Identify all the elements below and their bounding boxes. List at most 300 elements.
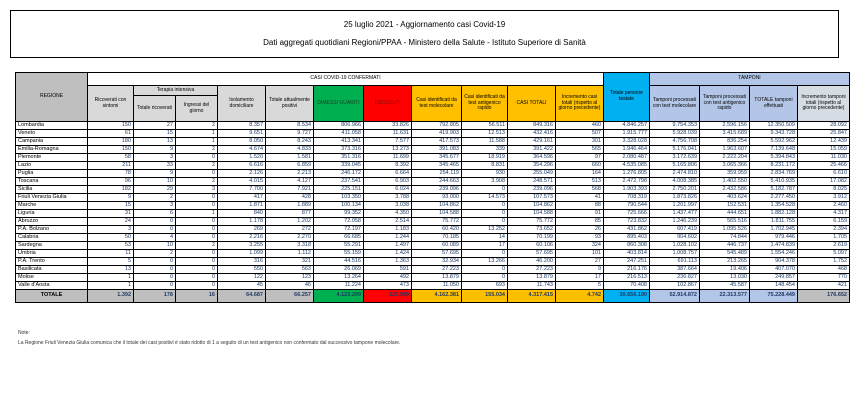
value-cell: 122	[218, 274, 266, 282]
value-cell: 27.223	[508, 266, 556, 274]
value-cell: 2.277.450	[750, 194, 798, 202]
value-cell: 1.915.777	[604, 130, 650, 138]
value-cell: 3.172.639	[650, 154, 700, 162]
region-row	[16, 122, 850, 130]
totale-tamponi-totale: 75.228.449	[750, 290, 798, 303]
value-cell: 254.119	[412, 170, 462, 178]
region-name: Valle d'Aosta	[16, 282, 88, 290]
value-cell: 1.363	[364, 258, 412, 266]
value-cell: 4.008.385	[650, 178, 700, 186]
value-cell: 9	[556, 266, 604, 274]
totale-label: TOTALE	[16, 290, 88, 303]
value-cell: 6.859	[266, 162, 314, 170]
value-cell: 568	[556, 186, 604, 194]
value-cell: 13.879	[508, 274, 556, 282]
column-header-ricoverati: Ricoverati con sintomi	[88, 86, 134, 122]
region-name: P.A. Bolzano	[16, 226, 88, 234]
value-cell: 1.705	[798, 234, 850, 242]
region-row	[16, 178, 850, 186]
value-cell: 5	[556, 282, 604, 290]
value-cell: 53	[88, 242, 134, 250]
value-cell: 0	[176, 170, 218, 178]
value-cell: 11.224	[314, 282, 364, 290]
totale-row	[16, 290, 850, 303]
column-header-casi-totali: CASI TOTALI	[508, 86, 556, 122]
value-cell: 27.223	[412, 266, 462, 274]
value-cell: 3	[176, 186, 218, 194]
value-cell: 104.862	[412, 202, 462, 210]
value-cell: 11.588	[462, 138, 508, 146]
value-cell: 148.454	[750, 282, 798, 290]
value-cell: 836.254	[700, 138, 750, 146]
value-cell: 73.652	[508, 226, 556, 234]
value-cell: 33.826	[364, 122, 412, 130]
value-cell: 15.059	[798, 146, 850, 154]
value-cell: 790.544	[604, 202, 650, 210]
value-cell: 57.695	[412, 250, 462, 258]
value-cell: 0	[462, 274, 508, 282]
value-cell: 1.008.757	[650, 250, 700, 258]
value-cell: 1.202	[266, 218, 314, 226]
totale-persone-testate: 30.656.190	[604, 290, 650, 303]
value-cell: 13	[88, 266, 134, 274]
value-cell: 72.197	[314, 226, 364, 234]
totale-ricoverati: 1.392	[88, 290, 134, 303]
table-body	[16, 122, 850, 290]
region-name: Abruzzo	[16, 218, 88, 226]
value-cell: 13	[134, 138, 176, 146]
value-cell: 27	[134, 122, 176, 130]
report-title-box	[10, 10, 839, 58]
region-name: Calabria	[16, 234, 88, 242]
footnote-label: Note:	[18, 330, 30, 336]
value-cell: 660	[556, 162, 604, 170]
value-cell: 1.474.839	[750, 242, 798, 250]
value-cell: 1	[88, 274, 134, 282]
value-cell: 107.573	[508, 194, 556, 202]
region-row	[16, 210, 850, 218]
totale-positivi: 66.257	[266, 290, 314, 303]
value-cell: 2.514	[364, 218, 412, 226]
region-name: Molise	[16, 274, 88, 282]
value-cell: 10	[134, 178, 176, 186]
value-cell: 75.772	[508, 218, 556, 226]
value-cell: 607.419	[650, 226, 700, 234]
value-cell: 9.651	[218, 130, 266, 138]
value-cell: 247.251	[604, 258, 650, 266]
value-cell: 0	[134, 266, 176, 274]
value-cell: 339.045	[314, 162, 364, 170]
value-cell: 545.489	[700, 250, 750, 258]
value-cell: 13.273	[364, 146, 412, 154]
value-cell: 1	[88, 282, 134, 290]
column-header-regione: REGIONE	[16, 73, 88, 122]
value-cell: 14	[462, 234, 508, 242]
value-cell: 4.674	[218, 146, 266, 154]
value-cell: 2.834.769	[750, 170, 798, 178]
value-cell: 0	[176, 194, 218, 202]
region-row	[16, 194, 850, 202]
value-cell: 565.516	[700, 218, 750, 226]
value-cell: 391.422	[508, 146, 556, 154]
value-cell: 12.439	[798, 138, 850, 146]
value-cell: 6.610	[798, 170, 850, 178]
value-cell: 0	[176, 234, 218, 242]
value-cell: 28.092	[798, 122, 850, 130]
value-cell: 806.966	[314, 122, 364, 130]
value-cell: 5.410.935	[750, 178, 798, 186]
value-cell: 693	[462, 282, 508, 290]
value-cell: 25.466	[798, 162, 850, 170]
value-cell: 11.743	[508, 282, 556, 290]
value-cell: 359.959	[700, 170, 750, 178]
value-cell: 2.394	[798, 226, 850, 234]
value-cell: 1.402.550	[700, 178, 750, 186]
value-cell: 3.788	[364, 194, 412, 202]
value-cell: 8.231.172	[750, 162, 798, 170]
value-cell: 1	[176, 210, 218, 218]
value-cell: 387.664	[650, 266, 700, 274]
value-cell: 563	[266, 266, 314, 274]
value-cell: 11.699	[364, 154, 412, 162]
column-header-persone-testate: Totale persone testate	[604, 73, 650, 122]
value-cell: 1.099	[218, 250, 266, 258]
region-row	[16, 202, 850, 210]
value-cell: 102.867	[650, 282, 700, 290]
region-row	[16, 138, 850, 146]
value-cell: 2	[176, 242, 218, 250]
value-cell: 11.050	[412, 282, 462, 290]
value-cell: 75.772	[412, 218, 462, 226]
value-cell: 591	[364, 266, 412, 274]
value-cell: 1.903.393	[604, 186, 650, 194]
region-row	[16, 274, 850, 282]
report-title-line2: Dati aggregati quotidiani Regioni/PPAA - Ministero della Salute - Istituto Superiore di Sanità	[263, 38, 586, 47]
value-cell: 4.833	[266, 146, 314, 154]
value-cell: 239.096	[412, 186, 462, 194]
value-cell: 31	[88, 210, 134, 218]
value-cell: 3	[134, 154, 176, 162]
column-header-dimessi-guariti: DIMESSI GUARITI	[314, 86, 364, 122]
region-row	[16, 146, 850, 154]
value-cell: 1.028.102	[650, 242, 700, 250]
region-row	[16, 234, 850, 242]
value-cell: 7.577	[364, 138, 412, 146]
value-cell: 0	[462, 266, 508, 274]
value-cell: 1.873.826	[650, 194, 700, 202]
value-cell: 61	[88, 130, 134, 138]
value-cell: 419.903	[412, 130, 462, 138]
value-cell: 45	[218, 282, 266, 290]
value-cell: 3.908	[462, 178, 508, 186]
value-cell: 8.357	[218, 122, 266, 130]
value-cell: 150	[88, 146, 134, 154]
value-cell: 4.846.257	[604, 122, 650, 130]
value-cell: 152.531	[700, 202, 750, 210]
value-cell: 1	[176, 138, 218, 146]
value-cell: 354.296	[508, 162, 556, 170]
totale-deceduti: 127.949	[364, 290, 412, 303]
value-cell: 1.520	[218, 154, 266, 162]
region-name: Sardegna	[16, 242, 88, 250]
value-cell: 26.069	[314, 266, 364, 274]
region-row	[16, 242, 850, 250]
value-cell: 3	[134, 202, 176, 210]
value-cell: 5.182.787	[750, 186, 798, 194]
value-cell: 96	[88, 178, 134, 186]
value-cell: 904.602	[650, 234, 700, 242]
value-cell: 248.571	[508, 178, 556, 186]
value-cell: 17	[462, 242, 508, 250]
value-cell: 4.535.085	[604, 162, 650, 170]
value-cell: 27	[556, 258, 604, 266]
value-cell: 9	[134, 146, 176, 154]
value-cell: 4.317	[798, 210, 850, 218]
value-cell: 2.472.798	[604, 178, 650, 186]
column-header-incremento-tamponi: Incremento tamponi totali (rispetto al giorno precedente)	[798, 86, 850, 122]
region-row	[16, 266, 850, 274]
value-cell: 97	[556, 154, 604, 162]
value-cell: 0	[462, 210, 508, 218]
value-cell: 1.112	[266, 250, 314, 258]
region-name: Emilia-Romagna	[16, 146, 88, 154]
value-cell: 13.264	[314, 274, 364, 282]
value-cell: 770	[798, 274, 850, 282]
value-cell: 324	[556, 242, 604, 250]
value-cell: 904.378	[750, 258, 798, 266]
value-cell: 25.847	[798, 130, 850, 138]
value-cell: 104.588	[508, 210, 556, 218]
value-cell: 345.465	[412, 162, 462, 170]
value-cell: 429.161	[508, 138, 556, 146]
value-cell: 6.024	[364, 186, 412, 194]
value-cell: 1.871	[218, 202, 266, 210]
value-cell: 17	[556, 274, 604, 282]
value-cell: 99.352	[314, 210, 364, 218]
column-header-ti-totale: Totale ricoverati	[134, 96, 176, 122]
value-cell: 1.244	[364, 234, 412, 242]
region-name: Piemonte	[16, 154, 88, 162]
value-cell: 9	[134, 170, 176, 178]
region-row	[16, 250, 850, 258]
value-cell: 8.831	[462, 162, 508, 170]
value-cell: 0	[134, 218, 176, 226]
value-cell: 255.049	[508, 170, 556, 178]
totale-incremento-tamponi: 176.652	[798, 290, 850, 303]
region-name: Toscana	[16, 178, 88, 186]
value-cell: 244.663	[412, 178, 462, 186]
value-cell: 1.702.945	[750, 226, 798, 234]
value-cell: 0	[462, 186, 508, 194]
region-row	[16, 186, 850, 194]
value-cell: 3.038	[364, 202, 412, 210]
value-cell: 411.058	[314, 130, 364, 138]
value-cell: 150	[88, 122, 134, 130]
region-row	[16, 162, 850, 170]
value-cell: 460	[556, 122, 604, 130]
footnote-text: La Regione Friuli Venezia Giulia comunica che il totale dei casi positivi è stato ridotto di 1 a seguito di un test antigenico non confermato dal successivo tampone molecolare.	[18, 340, 401, 346]
value-cell: 339	[462, 146, 508, 154]
value-cell: 46	[266, 282, 314, 290]
value-cell: 50	[88, 234, 134, 242]
value-cell: 4	[134, 234, 176, 242]
value-cell: 60.089	[412, 242, 462, 250]
value-cell: 5.592.962	[750, 138, 798, 146]
value-cell: 3.065.366	[700, 162, 750, 170]
value-cell: 1.811.755	[750, 218, 798, 226]
value-cell: 691.113	[650, 258, 700, 266]
value-cell: 1.246.239	[650, 218, 700, 226]
value-cell: 4.127	[266, 178, 314, 186]
totale-ti-totale: 178	[134, 290, 176, 303]
value-cell: 316	[218, 258, 266, 266]
value-cell: 2.080.487	[604, 154, 650, 162]
value-cell: 1.882.128	[750, 210, 798, 218]
value-cell: 6.616	[218, 162, 266, 170]
value-cell: 10	[134, 242, 176, 250]
value-cell: 351.316	[314, 154, 364, 162]
value-cell: 24	[88, 218, 134, 226]
value-cell: 550	[218, 266, 266, 274]
totale-casi-molecolare: 4.162.381	[412, 290, 462, 303]
column-header-ti-ingressi: Ingressi del giorno	[176, 96, 218, 122]
value-cell: 60.106	[508, 242, 556, 250]
value-cell: 58	[88, 154, 134, 162]
report-title-line1: 25 luglio 2021 - Aggiornamento casi Covid-19	[343, 20, 506, 29]
value-cell: 9	[88, 194, 134, 202]
value-cell: 32.934	[412, 258, 462, 266]
value-cell: 5	[88, 258, 134, 266]
value-cell: 364.596	[508, 154, 556, 162]
footnote	[18, 330, 828, 346]
value-cell: 237.541	[314, 178, 364, 186]
value-cell: 417	[218, 194, 266, 202]
value-cell: 239.096	[508, 186, 556, 194]
value-cell: 1.178	[218, 218, 266, 226]
value-cell: 417.573	[412, 138, 462, 146]
value-cell: 513	[556, 178, 604, 186]
value-cell: 301	[556, 138, 604, 146]
region-name: Campania	[16, 138, 88, 146]
value-cell: 473	[364, 282, 412, 290]
value-cell: 860.308	[604, 242, 650, 250]
value-cell: 723.832	[604, 218, 650, 226]
value-cell: 56.511	[462, 122, 508, 130]
value-cell: 373.316	[314, 146, 364, 154]
value-cell: 432.416	[508, 130, 556, 138]
value-cell: 211	[88, 162, 134, 170]
value-cell: 2	[176, 146, 218, 154]
value-cell: 2	[176, 162, 218, 170]
value-cell: 1.497	[364, 242, 412, 250]
value-cell: 45.587	[700, 282, 750, 290]
value-cell: 6.664	[364, 170, 412, 178]
totale-guariti: 4.123.209	[314, 290, 364, 303]
totale-tamponi-molecolare: 52.914.872	[650, 290, 700, 303]
value-cell: 2	[176, 122, 218, 130]
value-cell: 2.222.204	[700, 154, 750, 162]
value-cell: 565	[556, 146, 604, 154]
value-cell: 725.666	[604, 210, 650, 218]
value-cell: 877	[266, 210, 314, 218]
value-cell: 2.474.810	[650, 170, 700, 178]
value-cell: 0	[134, 282, 176, 290]
value-cell: 7.921	[266, 186, 314, 194]
value-cell: 1.889	[266, 202, 314, 210]
region-row	[16, 218, 850, 226]
region-name: Marche	[16, 202, 88, 210]
value-cell: 2.596.156	[700, 122, 750, 130]
value-cell: 216.513	[604, 274, 650, 282]
value-cell: 66.685	[314, 234, 364, 242]
value-cell: 2	[176, 178, 218, 186]
value-cell: 0	[176, 218, 218, 226]
value-cell: 2.460	[798, 202, 850, 210]
value-cell: 11.030	[798, 154, 850, 162]
value-cell: 104.588	[412, 210, 462, 218]
value-cell: 403.814	[604, 250, 650, 258]
group-header-terapia-intensiva: Terapia intensiva	[134, 86, 218, 96]
value-cell: 708.319	[604, 194, 650, 202]
region-name: Umbria	[16, 250, 88, 258]
value-cell: 0	[176, 226, 218, 234]
value-cell: 5.928.039	[650, 130, 700, 138]
value-cell: 1.963.607	[700, 146, 750, 154]
region-name: Basilicata	[16, 266, 88, 274]
value-cell: 1.201.997	[650, 202, 700, 210]
value-cell: 431.862	[604, 226, 650, 234]
value-cell: 246.172	[314, 170, 364, 178]
value-cell: 0	[134, 226, 176, 234]
value-cell: 55.291	[314, 242, 364, 250]
value-cell: 180	[88, 138, 134, 146]
value-cell: 15	[134, 130, 176, 138]
region-name: Friuli Venezia Giulia	[16, 194, 88, 202]
value-cell: 2	[134, 194, 176, 202]
region-name: P.A. Trento	[16, 258, 88, 266]
region-row	[16, 170, 850, 178]
value-cell: 979.446	[750, 234, 798, 242]
value-cell: 4.350	[364, 210, 412, 218]
value-cell: 236.827	[650, 274, 700, 282]
value-cell: 792.805	[412, 122, 462, 130]
value-cell: 446.737	[700, 242, 750, 250]
value-cell: 1.424	[364, 250, 412, 258]
value-cell: 0	[462, 218, 508, 226]
value-cell: 15	[88, 202, 134, 210]
region-name: Lombardia	[16, 122, 88, 130]
value-cell: 2.750.201	[650, 186, 700, 194]
value-cell: 5.394.843	[750, 154, 798, 162]
value-cell: 507	[556, 130, 604, 138]
value-cell: 1.554.246	[750, 250, 798, 258]
value-cell: 182	[88, 186, 134, 194]
value-cell: 57.695	[508, 250, 556, 258]
value-cell: 8.025	[798, 186, 850, 194]
value-cell: 11.631	[364, 130, 412, 138]
value-cell: 33	[134, 162, 176, 170]
value-cell: 70.185	[412, 234, 462, 242]
value-cell: 840	[218, 210, 266, 218]
value-cell: 5.097	[798, 250, 850, 258]
value-cell: 0	[176, 154, 218, 162]
value-cell: 468	[798, 266, 850, 274]
value-cell: 216.176	[604, 266, 650, 274]
value-cell: 12.350.509	[750, 122, 798, 130]
value-cell: 2	[134, 250, 176, 258]
value-cell: 78	[88, 170, 134, 178]
value-cell: 103.350	[314, 194, 364, 202]
